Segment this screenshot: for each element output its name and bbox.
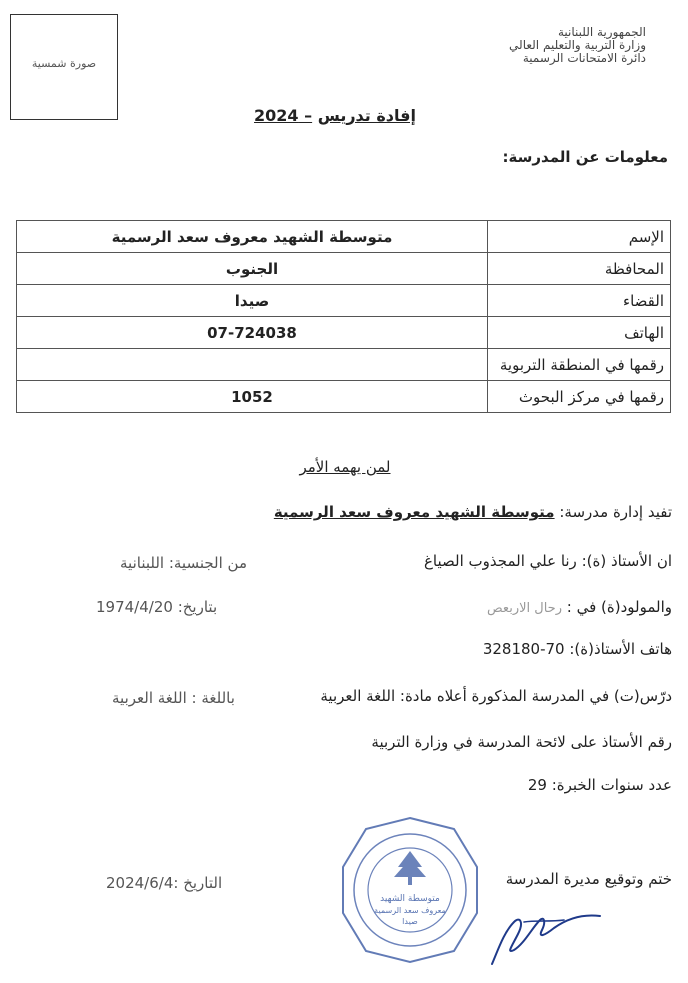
table-row — [17, 221, 671, 253]
edu-region-number-value — [17, 349, 488, 381]
school-info-table — [16, 220, 671, 413]
admin-line — [274, 503, 672, 521]
school-stamp — [336, 815, 484, 965]
admin-school-name: متوسطة الشهيد معروف سعد الرسمية — [273, 503, 555, 521]
district-value: صيدا — [17, 285, 488, 317]
photo-box-label: صورة شمسية — [31, 57, 97, 70]
district-label: القضاء — [488, 285, 671, 317]
born-place: رحال الاربعص — [487, 601, 562, 616]
signature-scribble — [484, 892, 604, 970]
born-prefix: والمولود(ة) في : — [566, 598, 672, 616]
table-row — [17, 253, 671, 285]
school-name-label: الإسم — [488, 221, 671, 253]
ministry-list-number: رقم الأستاذ على لائحة المدرسة في وزارة التربية — [371, 733, 672, 751]
subject-line: درّس(ت) في المدرسة المذكورة أعلاه مادة: اللغة العربية — [320, 687, 672, 705]
table-row — [17, 285, 671, 317]
school-name-value: متوسطة الشهيد معروف سعد الرسمية — [17, 221, 488, 253]
page-title: إفادة تدريس – 2024 — [254, 106, 416, 125]
ministry-header — [426, 26, 646, 65]
edu-region-number-label: رقمها في المنطقة التربوية — [488, 349, 671, 381]
table-row — [17, 349, 671, 381]
research-center-number-label: رقمها في مركز البحوث — [488, 381, 671, 413]
stamp-inner-line-3: صيدا — [402, 917, 418, 926]
birth-line — [487, 598, 672, 616]
stamp-inner-line-1: متوسطة الشهيد — [380, 894, 440, 904]
teacher-name: رنا علي المجذوب الصياغ — [423, 552, 577, 570]
photo-box — [10, 14, 118, 120]
header-line-2: وزارة التربية والتعليم العالي — [509, 38, 646, 52]
governorate-label: المحافظة — [488, 253, 671, 285]
teaching-language: باللغة : اللغة العربية — [112, 689, 235, 707]
table-row — [17, 381, 671, 413]
signature-label: ختم وتوقيع مديرة المدرسة — [505, 870, 672, 888]
teacher-phone: هاتف الأستاذ(ة): 70-328180 — [482, 640, 672, 658]
title-text: إفادة تدريس — [317, 106, 416, 125]
title-year: 2024 — [254, 106, 299, 125]
experience-years: عدد سنوات الخبرة: 29 — [527, 776, 672, 794]
admin-prefix: تفيد إدارة مدرسة: — [559, 503, 672, 521]
phone-label: الهاتف — [488, 317, 671, 349]
header-line-3: دائرة الامتحانات الرسمية — [522, 51, 646, 65]
phone-value: 07-724038 — [17, 317, 488, 349]
school-info-heading: معلومات عن المدرسة: — [502, 148, 668, 166]
nationality: من الجنسية: اللبنانية — [120, 554, 248, 572]
table-row — [17, 317, 671, 349]
to-whom-heading: لمن يهمه الأمر — [299, 458, 391, 476]
header-line-1: الجمهورية اللبنانية — [557, 25, 646, 39]
stamp-inner-line-2: معروف سعد الرسمية — [374, 906, 446, 915]
cedar-icon — [394, 851, 426, 885]
birth-date: بتاريخ: 1974/4/20 — [96, 598, 218, 616]
research-center-number-value: 1052 — [17, 381, 488, 413]
teacher-prefix: ان الأستاذ (ة): — [581, 552, 672, 570]
governorate-value: الجنوب — [17, 253, 488, 285]
issue-date: التاريخ :2024/6/4 — [106, 874, 223, 892]
teacher-line — [424, 552, 672, 570]
